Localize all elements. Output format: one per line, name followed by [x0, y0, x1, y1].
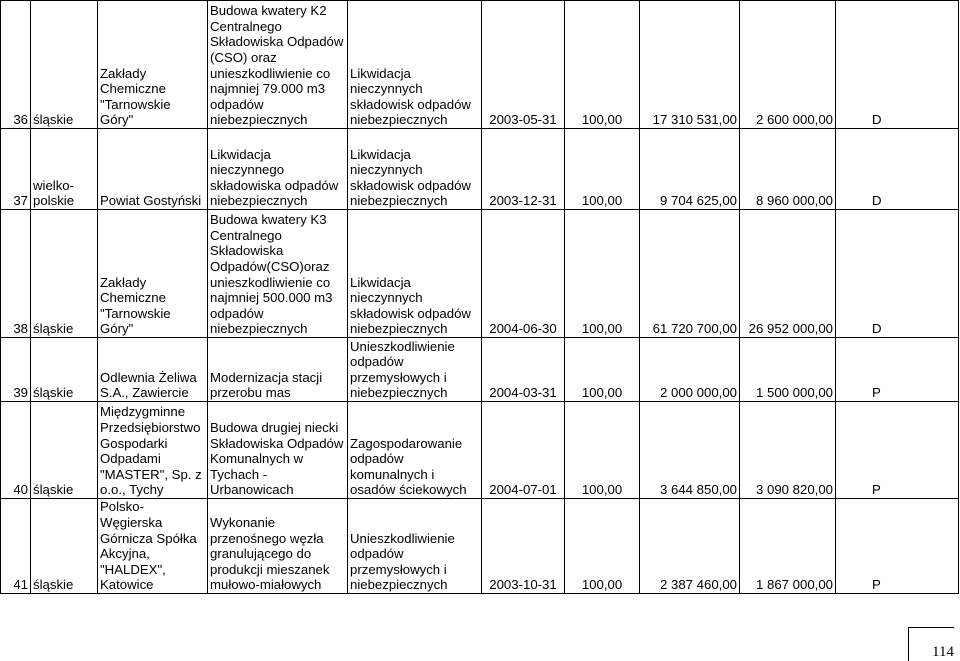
- row-lp: 41: [1, 499, 31, 594]
- row-grant-amount: 26 952 000,00: [740, 210, 836, 338]
- row-percent: 100,00: [565, 338, 640, 402]
- row-percent: 100,00: [565, 129, 640, 210]
- row-category: Likwidacja nieczynnych składowisk odpadów niebezpiecznych: [348, 210, 482, 338]
- row-project: Likwidacja nieczynnego składowiska odpadów niebezpiecznych: [208, 129, 348, 210]
- row-project: Budowa kwatery K2 Centralnego Składowiska Odpadów (CSO) oraz unieszkodliwienie co najmniej 79.000 m3 odpadów niebezpiecznych: [208, 1, 348, 129]
- row-total-cost: 3 644 850,00: [640, 402, 740, 499]
- row-type: P: [836, 338, 959, 402]
- row-date: 2003-10-31: [482, 499, 565, 594]
- row-type: D: [836, 1, 959, 129]
- row-total-cost: 61 720 700,00: [640, 210, 740, 338]
- row-grant-amount: 1 500 000,00: [740, 338, 836, 402]
- row-beneficiary: Zakłady Chemiczne "Tarnowskie Góry": [98, 1, 208, 129]
- row-region: śląskie: [31, 1, 98, 129]
- row-percent: 100,00: [565, 1, 640, 129]
- row-type: P: [836, 402, 959, 499]
- row-grant-amount: 3 090 820,00: [740, 402, 836, 499]
- row-region: śląskie: [31, 210, 98, 338]
- row-grant-amount: 1 867 000,00: [740, 499, 836, 594]
- row-type: P: [836, 499, 959, 594]
- row-region: wielko-polskie: [31, 129, 98, 210]
- row-region: śląskie: [31, 338, 98, 402]
- row-category: Likwidacja nieczynnych składowisk odpadów niebezpiecznych: [348, 1, 482, 129]
- row-date: 2004-06-30: [482, 210, 565, 338]
- row-lp: 38: [1, 210, 31, 338]
- row-grant-amount: 8 960 000,00: [740, 129, 836, 210]
- page-number: 114: [908, 627, 954, 661]
- row-total-cost: 9 704 625,00: [640, 129, 740, 210]
- row-lp: 36: [1, 1, 31, 129]
- row-percent: 100,00: [565, 210, 640, 338]
- row-category: Unieszkodliwienie odpadów przemysłowych i niebezpiecznych: [348, 499, 482, 594]
- row-region: śląskie: [31, 499, 98, 594]
- row-type: D: [836, 210, 959, 338]
- row-lp: 39: [1, 338, 31, 402]
- row-project: Budowa drugiej niecki Składowiska Odpadów Komunalnych w Tychach - Urbanowicach: [208, 402, 348, 499]
- table-row: [1, 210, 959, 338]
- row-project: Modernizacja stacji przerobu mas: [208, 338, 348, 402]
- row-total-cost: 2 387 460,00: [640, 499, 740, 594]
- row-project: Wykonanie przenośnego węzła granulującego do produkcji mieszanek mułowo-miałowych: [208, 499, 348, 594]
- table-row: [1, 1, 959, 129]
- table-row: [1, 402, 959, 499]
- row-date: 2003-05-31: [482, 1, 565, 129]
- table-row: [1, 338, 959, 402]
- row-total-cost: 2 000 000,00: [640, 338, 740, 402]
- row-lp: 40: [1, 402, 31, 499]
- row-lp: 37: [1, 129, 31, 210]
- table-row: [1, 129, 959, 210]
- row-grant-amount: 2 600 000,00: [740, 1, 836, 129]
- row-beneficiary: Odlewnia Żeliwa S.A., Zawiercie: [98, 338, 208, 402]
- table-row: [1, 499, 959, 594]
- row-date: 2004-07-01: [482, 402, 565, 499]
- row-category: Unieszkodliwienie odpadów przemysłowych i niebezpiecznych: [348, 338, 482, 402]
- row-percent: 100,00: [565, 499, 640, 594]
- row-beneficiary: Polsko-Węgierska Górnicza Spółka Akcyjna, "HALDEX", Katowice: [98, 499, 208, 594]
- row-percent: 100,00: [565, 402, 640, 499]
- row-region: śląskie: [31, 402, 98, 499]
- row-total-cost: 17 310 531,00: [640, 1, 740, 129]
- row-date: 2004-03-31: [482, 338, 565, 402]
- row-project: Budowa kwatery K3 Centralnego Składowiska Odpadów(CSO)oraz unieszkodliwienie co najmniej 500.000 m3 odpadów niebezpiecznych: [208, 210, 348, 338]
- row-beneficiary: Międzygminne Przedsiębiorstwo Gospodarki Odpadami "MASTER", Sp. z o.o., Tychy: [98, 402, 208, 499]
- row-beneficiary: Zakłady Chemiczne "Tarnowskie Góry": [98, 210, 208, 338]
- row-category: Zagospodarowanie odpadów komunalnych i osadów ściekowych: [348, 402, 482, 499]
- row-date: 2003-12-31: [482, 129, 565, 210]
- row-beneficiary: Powiat Gostyński: [98, 129, 208, 210]
- row-type: D: [836, 129, 959, 210]
- row-category: Likwidacja nieczynnych składowisk odpadów niebezpiecznych: [348, 129, 482, 210]
